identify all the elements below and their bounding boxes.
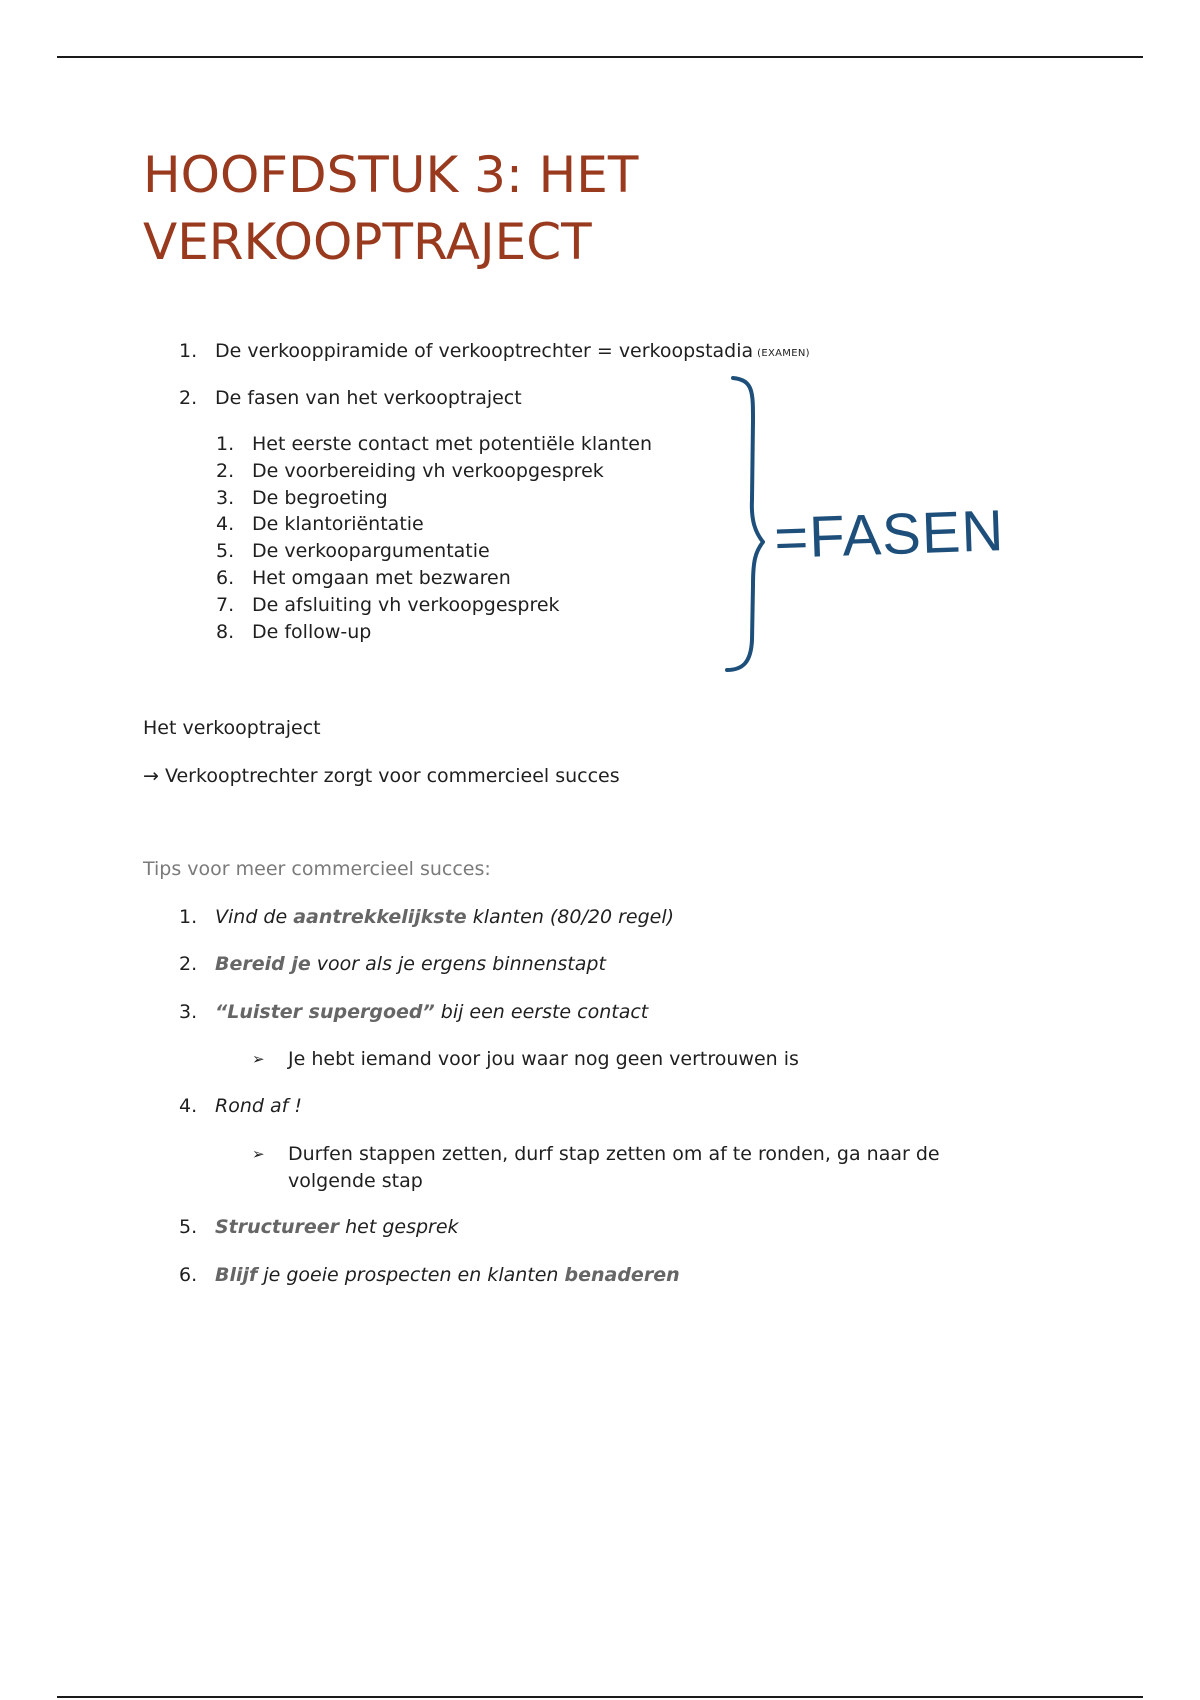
tip-emphasis: Bereid je [215, 953, 311, 975]
exam-tag: (EXAMEN) [757, 348, 810, 359]
fasen-annotation: =FASEN [773, 498, 1006, 571]
tip-item-6 [179, 1262, 680, 1289]
section-statement [143, 763, 620, 790]
list-number: 3. [216, 486, 235, 509]
tip-item-5 [179, 1214, 459, 1241]
list-number: 2. [216, 459, 235, 482]
arrowhead-bullet-icon: ➢ [252, 1145, 265, 1163]
list-item [216, 511, 652, 538]
tip-text: klanten (80/20 regel) [466, 906, 675, 928]
tip-emphasis: benaderen [564, 1264, 680, 1286]
list-number: 5. [179, 1216, 198, 1238]
tip-text: Vind de [215, 906, 294, 928]
subpoint-text: Je hebt iemand voor jou waar nog geen vertrouwen is [288, 1048, 799, 1070]
tip-text: het gesprek [339, 1216, 459, 1238]
curly-brace-stroke [727, 378, 763, 670]
arrowhead-bullet-icon: ➢ [252, 1050, 265, 1068]
list-number: 3. [179, 1001, 198, 1023]
list-number: 5. [216, 540, 235, 563]
tip-text: je goeie prospecten en klanten [257, 1264, 565, 1286]
list-item-text: De follow-up [252, 620, 372, 643]
list-number: 4. [216, 513, 235, 536]
list-number: 7. [216, 593, 235, 616]
list-number: 1. [179, 906, 198, 928]
list-item-text: De voorbereiding vh verkoopgesprek [252, 459, 604, 482]
list-number: 4. [179, 1095, 198, 1117]
tip-emphasis: Structureer [215, 1216, 340, 1238]
tip-text: Rond af ! [215, 1095, 302, 1117]
footer-rule [57, 1696, 1143, 1698]
title-line-1: HOOFDSTUK 3: HET [143, 146, 639, 204]
list-item-text: Het omgaan met bezwaren [252, 566, 511, 589]
tip-item-4 [179, 1093, 302, 1120]
subpoint-text: Durfen stappen zetten, durf stap zetten om af te ronden, ga naar de volgende stap [288, 1143, 940, 1192]
list-item [216, 431, 652, 458]
list-number: 1. [179, 340, 198, 362]
arrow-icon: → [143, 765, 159, 787]
tip-emphasis: aantrekkelijkste [293, 906, 467, 928]
list-number: 8. [216, 620, 235, 643]
list-item [216, 565, 652, 592]
handwritten-brace-annotation [715, 370, 1006, 680]
header-rule [57, 56, 1143, 58]
list-item [216, 592, 652, 619]
list-item-text: Het eerste contact met potentiële klanten [252, 433, 653, 455]
tip-text: bij een eerste contact [434, 1001, 649, 1023]
section-heading: Het verkooptraject [143, 717, 321, 739]
list-number: 6. [179, 1264, 198, 1286]
statement-text: Verkooptrechter zorgt voor commercieel succes [164, 765, 620, 787]
overview-item-1 [179, 338, 810, 367]
tip-emphasis: “Luister supergoed” [215, 1001, 435, 1023]
list-item-text: De begroeting [252, 486, 388, 509]
overview-item-2 [179, 385, 522, 412]
tips-heading: Tips voor meer commercieel succes: [143, 858, 491, 880]
tip-item-2 [179, 951, 606, 978]
list-item-text: De verkoopargumentatie [252, 540, 490, 563]
list-item [216, 619, 652, 646]
tip-emphasis: Blijf [215, 1264, 258, 1286]
list-item-text: De verkooppiramide of verkooptrechter = verkoopstadia [215, 340, 754, 362]
list-item [216, 458, 652, 485]
list-number: 1. [216, 433, 235, 455]
title-line-2: VERKOOPTRAJECT [143, 213, 592, 271]
list-item-text: De afsluiting vh verkoopgesprek [252, 593, 560, 616]
list-number: 2. [179, 953, 198, 975]
list-item [216, 538, 652, 565]
tip-4-subpoint [252, 1141, 952, 1195]
list-item [216, 485, 652, 512]
phases-list [216, 431, 652, 645]
list-number: 2. [179, 387, 198, 409]
tip-item-3 [179, 999, 648, 1026]
list-item-text: De klantoriëntatie [252, 513, 424, 536]
tip-text: voor als je ergens binnenstapt [310, 953, 606, 975]
list-number: 6. [216, 566, 235, 589]
tip-3-subpoint [252, 1046, 799, 1073]
page-title [143, 142, 763, 276]
list-item-text: De fasen van het verkooptraject [215, 387, 522, 409]
tip-item-1 [179, 904, 674, 931]
